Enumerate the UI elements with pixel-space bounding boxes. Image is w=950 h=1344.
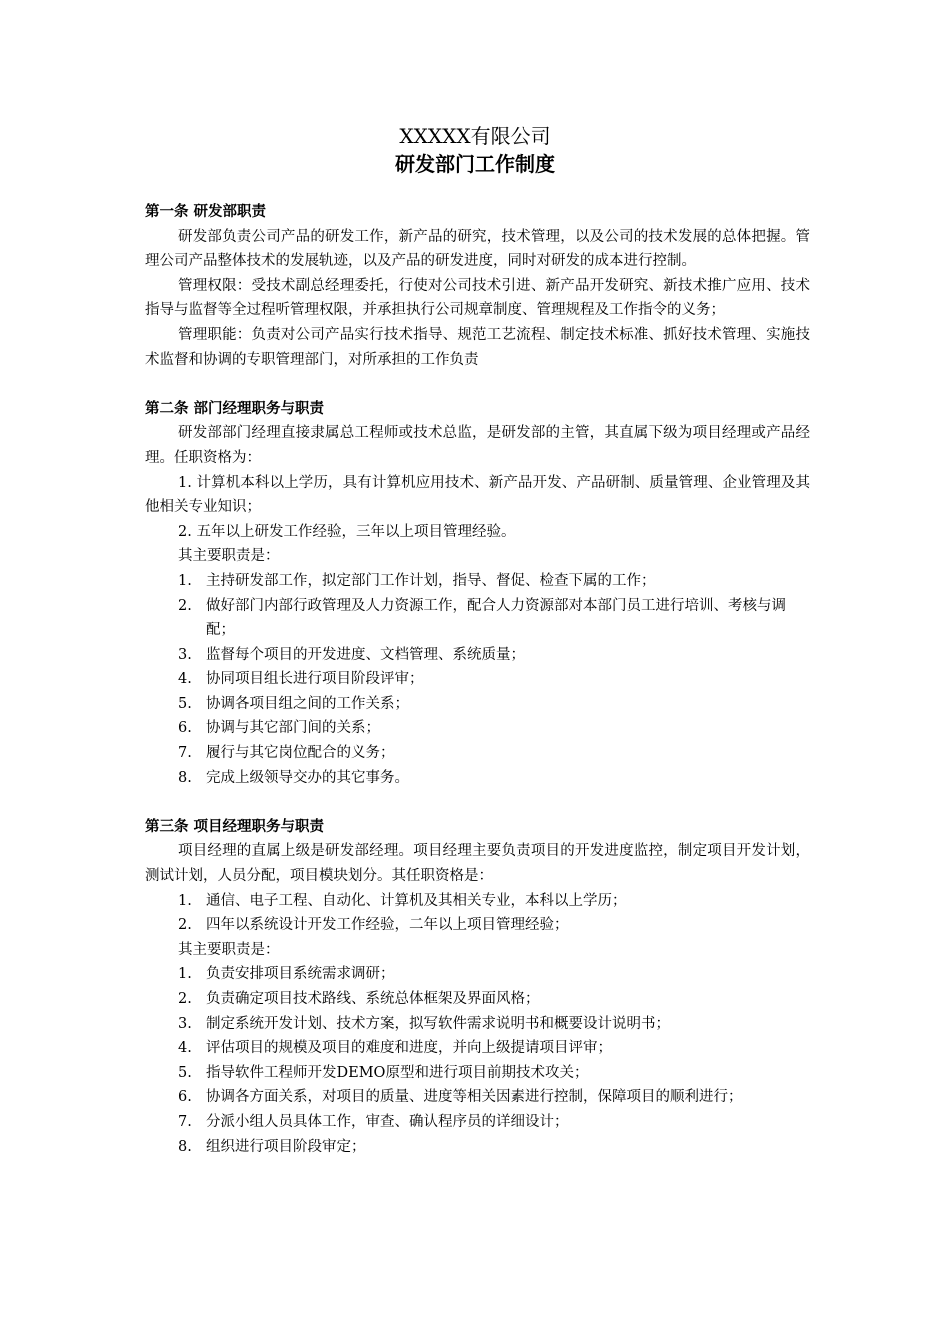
- list-item: [145, 1110, 810, 1135]
- list-text: 主持研发部工作，拟定部门工作计划，指导、督促、检查下属的工作；: [206, 572, 656, 589]
- list-number: 5.: [178, 1064, 192, 1081]
- section-3-duties-label: 其主要职责是：: [178, 941, 280, 958]
- document-name: 研发部门工作制度: [395, 152, 555, 176]
- list-number: 7.: [178, 1113, 192, 1130]
- list-number: 2.: [178, 917, 192, 934]
- section-gap: [145, 790, 810, 815]
- list-text: 协调各项目组之间的工作关系；: [206, 695, 409, 712]
- list-item: [145, 741, 810, 766]
- list-number: 4.: [178, 1040, 192, 1057]
- list-text: 通信、电子工程、自动化、计算机及其相关专业，本科以上学历；: [206, 892, 627, 909]
- list-item: [145, 594, 810, 643]
- list-item: [145, 643, 810, 668]
- section-3-heading: 第三条 项目经理职务与职责: [145, 817, 325, 835]
- section-3-paragraph-1: 项目经理的直属上级是研发部经理。项目经理主要负责项目的开发进度监控，制定项目开发计划，测试计划，人员分配，项目模块划分。其任职资格是：: [145, 843, 810, 885]
- company-name: XXXXX有限公司: [399, 124, 551, 148]
- list-item: [145, 716, 810, 741]
- section-2-qualification-2: 2. 五年以上研发工作经验，三年以上项目管理经验。: [178, 523, 516, 540]
- list-number: 3.: [178, 1015, 192, 1032]
- section-2-paragraph-1: 研发部部门经理直接隶属总工程师或技术总监，是研发部的主管，其直属下级为项目经理或产品经理。任职资格为：: [145, 425, 810, 466]
- list-item: [145, 569, 810, 594]
- list-number: 7.: [178, 745, 192, 762]
- list-item: [145, 889, 810, 914]
- list-item: [145, 1135, 810, 1160]
- section-1-paragraph-1: 研发部负责公司产品的研发工作，新产品的研究，技术管理，以及公司的技术发展的总体把握。管理公司产品整体技术的发展轨迹，以及产品的研发进度，同时对研发的成本进行控制。: [145, 228, 810, 270]
- list-number: 1.: [178, 966, 192, 983]
- list-text: 协同项目组长进行项目阶段评审；: [206, 671, 424, 688]
- list-text: 负责确定项目技术路线、系统总体框架及界面风格；: [206, 991, 540, 1007]
- list-item: [145, 962, 810, 987]
- list-number: 8.: [178, 1138, 192, 1155]
- section-1-paragraph-3: 管理职能：负责对公司产品实行技术指导、规范工艺流程、制定技术标准、抓好技术管理、实施技术监督和协调的专职管理部门，对所承担的工作负责: [145, 326, 810, 368]
- section-2-duties-label: 其主要职责是：: [178, 548, 280, 565]
- list-number: 5.: [178, 695, 192, 712]
- document-body: [145, 200, 810, 1159]
- section-2-qualification-1: 1. 计算机本科以上学历，具有计算机应用技术、新产品开发、产品研制、质量管理、企业管理及其他相关专业知识；: [145, 474, 810, 516]
- list-text: 做好部门内部行政管理及人力资源工作，配合人力资源部对本部门员工进行培训、考核与调配；: [206, 597, 786, 639]
- list-item: [145, 766, 810, 791]
- list-item: [145, 667, 810, 692]
- list-text: 履行与其它岗位配合的义务；: [206, 745, 395, 762]
- list-number: 6.: [178, 1089, 192, 1106]
- list-number: 6.: [178, 720, 192, 737]
- list-item: [145, 692, 810, 717]
- section-1-heading: 第一条 研发部职责: [145, 203, 267, 220]
- list-text: 分派小组人员具体工作，审查、确认程序员的详细设计；: [206, 1113, 569, 1130]
- list-item: [145, 1012, 810, 1037]
- list-text: 协调与其它部门间的关系；: [206, 720, 380, 737]
- list-number: 2.: [178, 597, 192, 614]
- list-text: 完成上级领导交办的其它事务。: [206, 769, 409, 786]
- list-text: 指导软件工程师开发DEMO原型和进行项目前期技术攻关；: [206, 1064, 589, 1081]
- list-number: 2.: [178, 991, 192, 1007]
- list-number: 8.: [178, 769, 192, 786]
- list-item: [145, 1061, 810, 1086]
- list-text: 四年以系统设计开发工作经验，二年以上项目管理经验；: [206, 917, 569, 934]
- list-number: 1.: [178, 892, 192, 909]
- section-gap: [145, 372, 810, 397]
- list-text: 评估项目的规模及项目的难度和进度，并向上级提请项目评审；: [206, 1040, 612, 1057]
- list-text: 组织进行项目阶段审定；: [206, 1138, 366, 1155]
- list-text: 负责安排项目系统需求调研；: [206, 966, 395, 983]
- section-1-paragraph-2: 管理权限：受技术副总经理委托，行使对公司技术引进、新产品开发研究、新技术推广应用、技术指导与监督等全过程听管理权限，并承担执行公司规章制度、管理规程及工作指令的义务；: [145, 277, 810, 319]
- list-text: 制定系统开发计划、技术方案，拟写软件需求说明书和概要设计说明书；: [206, 1015, 670, 1032]
- list-item: [145, 1085, 810, 1110]
- list-text: 监督每个项目的开发进度、文档管理、系统质量；: [206, 646, 525, 663]
- list-item: [145, 987, 810, 1012]
- list-number: 1.: [178, 572, 192, 589]
- list-text: 协调各方面关系，对项目的质量、进度等相关因素进行控制，保障项目的顺利进行；: [206, 1089, 743, 1106]
- document-title: [0, 122, 950, 178]
- list-number: 3.: [178, 646, 192, 663]
- list-number: 4.: [178, 671, 192, 688]
- list-item: [145, 913, 810, 938]
- section-2-heading: 第二条 部门经理职务与职责: [145, 399, 325, 417]
- list-item: [145, 1036, 810, 1061]
